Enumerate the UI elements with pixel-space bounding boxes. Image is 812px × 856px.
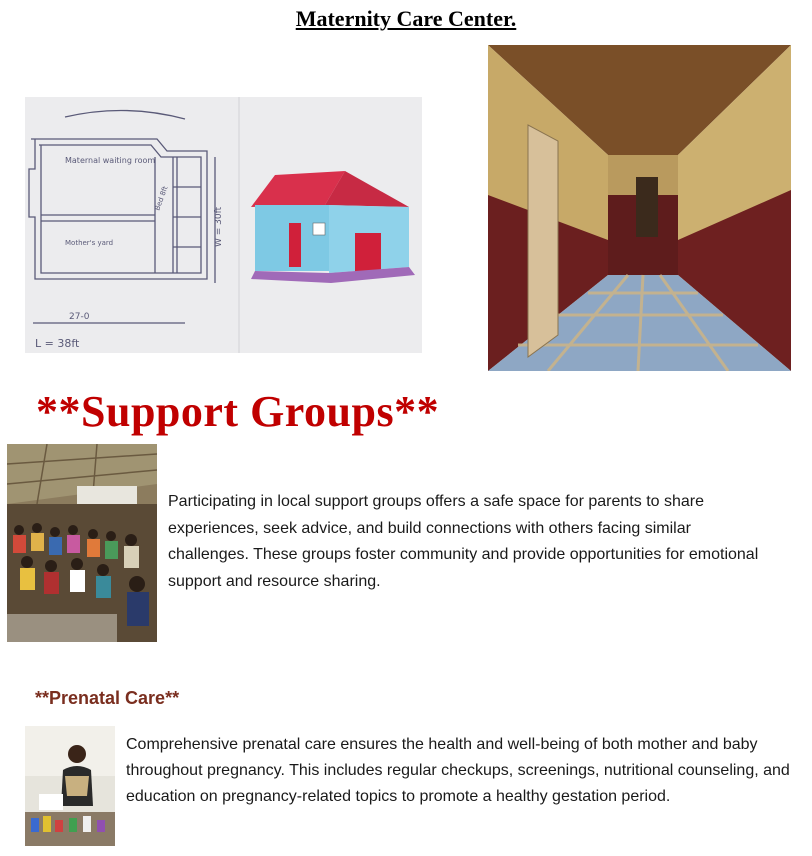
room-label-3: Bed 8ft	[153, 185, 170, 212]
prenatal-care-text: Comprehensive prenatal care ensures the health and well-being of both mother and baby throughout pregnancy. This includes regular checkups, screenings, nutritional counseling, and education on pregnancy-related topics to promote a healthy gestation period.	[126, 736, 790, 805]
room-label-1: Maternal waiting room	[65, 156, 156, 165]
support-groups-text: Participating in local support groups offers a safe space for parents to share experiences, seek advice, and build connections with others facing similar challenges. These groups foster community and provide opportunities for emotional support and resource sharing.	[168, 493, 759, 590]
prenatal-care-photo	[25, 726, 115, 846]
prenatal-care-heading: **Prenatal Care**	[35, 688, 180, 708]
sketch-drawing	[25, 97, 422, 353]
hallway-photo	[488, 45, 791, 371]
prenatal-illustration	[25, 726, 115, 846]
hallway-illustration	[488, 45, 791, 371]
support-group-photo	[7, 444, 157, 642]
room-label-2: Mother's yard	[65, 239, 114, 247]
dimension-right: W = 30ft	[214, 206, 224, 247]
dimension-bottom: 27-0	[69, 312, 90, 322]
support-group-illustration	[7, 444, 157, 642]
page-title: Maternity Care Center.	[295, 6, 517, 31]
support-groups-heading: **Support Groups**	[36, 387, 440, 436]
dimension-left: L = 38ft	[35, 337, 80, 350]
floor-plan-sketch-image	[25, 97, 422, 353]
